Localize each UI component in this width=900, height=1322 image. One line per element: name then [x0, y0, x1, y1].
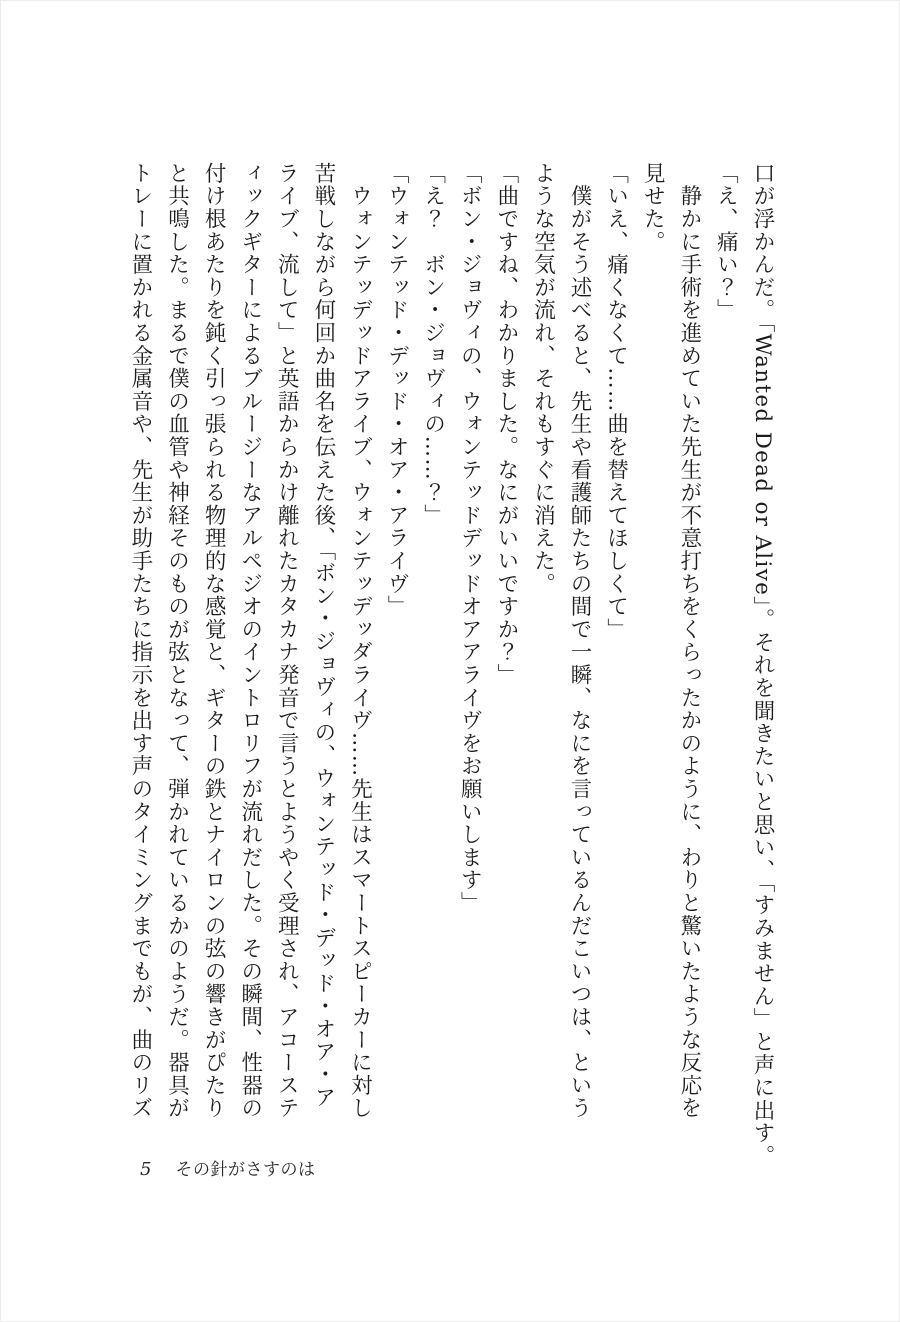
text-line: 「曲ですね、わかりました。なにがいいですか？」	[493, 162, 519, 687]
page-footer	[140, 1155, 315, 1180]
text-line: 静かに手術を進めていた先生が不意打ちをくらったかのように、わりと驚いたような反応を	[676, 162, 702, 1120]
text-line: 見せた。	[640, 162, 666, 254]
page-number: 5	[140, 1159, 152, 1180]
text-line: 「いえ、痛くなくて……曲を替えてほしくて」	[603, 162, 629, 641]
text-line: 僕がそう述べると、先生や看護師たちの間で一瞬、なにを言っているんだこいつは、という	[567, 162, 593, 1120]
text-line: 「え、痛い？」	[713, 162, 739, 322]
text-line: 「ウォンテッド・デッド・オア・アライヴ」	[384, 162, 410, 618]
body-text	[121, 162, 780, 1168]
text-line: と共鳴した。まるで僕の血管や神経そのものが弦となって、弾かれているかのようだ。器具が	[164, 162, 190, 1120]
text-line: 付け根あたりを鈍く引っ張られる物理的な感覚と、ギターの鉄とナイロンの弦の響きがぴたり	[201, 162, 227, 1120]
text-line: ウォンテッデッドアライブ、ウォンテッデッダライヴ……先生はスマートスピーカーに対し	[347, 162, 373, 1120]
text-line: 口が浮かんだ。「Wanted Dead or Alive」。それを聞きたいと思い、「すみません」と声に出す。	[750, 162, 775, 1168]
text-line: ような空気が流れ、それもすぐに消えた。	[530, 162, 556, 596]
text-line: ライブ、流して」と英語からかけ離れたカタカナ発音で言うとようやく受理され、アコーステ	[274, 162, 300, 1120]
running-title: その針がさすのは	[175, 1160, 316, 1180]
text-line: 「え？ ボン・ジョヴィの……？」	[420, 162, 446, 527]
text-line: 苦戦しながら何回か曲名を伝えた後、「ボン・ジョヴィの、ウォンテッド・デッド・オア・ア	[310, 162, 336, 1109]
text-line: ィックギターによるブルージーなアルペジオのイントロリフが流れだした。その瞬間、性器の	[237, 162, 263, 1120]
text-line: 「ボン・ジョヴィの、ウォンテッドデッドオアアライヴをお願いします」	[457, 162, 483, 915]
text-line: トレーに置かれる金属音や、先生が助手たちに指示を出す声のタイミングまでもが、曲のリズ	[127, 162, 153, 1120]
